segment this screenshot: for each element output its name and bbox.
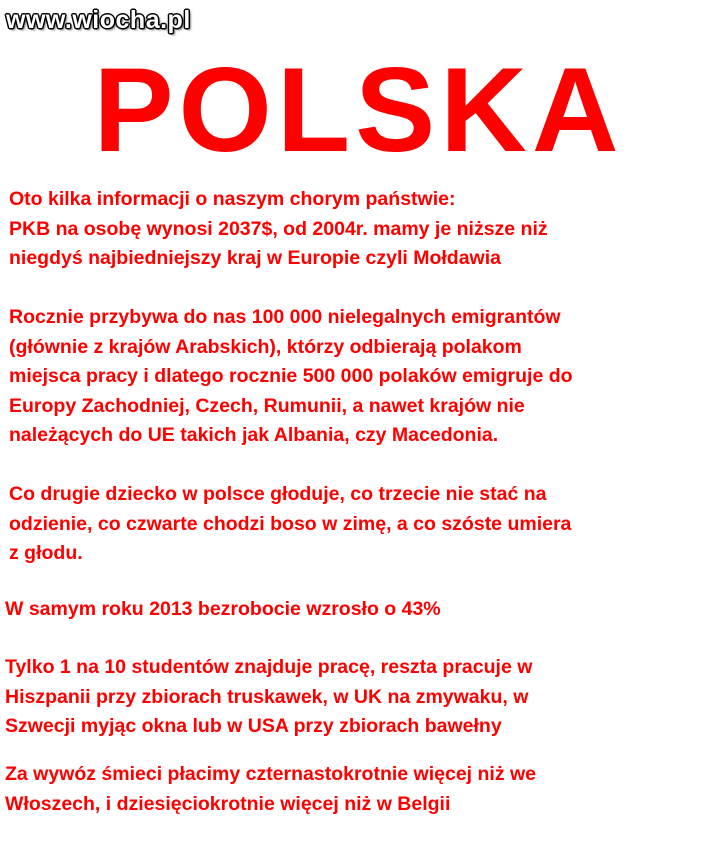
paragraph-unemployment xyxy=(5,595,441,625)
text-line: PKB na osobę wynosi 2037$, od 2004r. mamy je niższe niż xyxy=(9,217,548,240)
text-line: Co drugie dziecko w polsce głoduje, co trzecie nie stać na xyxy=(9,483,547,505)
page-title: POLSKA xyxy=(93,43,624,177)
text-line: niegdyś najbiedniejszy kraj w Europie czyli Mołdawia xyxy=(9,247,501,269)
text-line: miejsca pracy i dlatego rocznie 500 000 polaków emigruje do xyxy=(9,365,573,387)
text-line: Hiszpanii przy zbiorach truskawek, w UK na zmywaku, w xyxy=(5,685,529,708)
text-line: z głodu. xyxy=(9,542,83,564)
text-line: W samym roku 2013 bezrobocie wzrosło o 43% xyxy=(5,598,441,620)
text-line: Rocznie przybywa do nas 100 000 nielegalnych emigrantów xyxy=(9,306,561,328)
text-line: (głównie z krajów Arabskich), którzy odbierają polakom xyxy=(9,335,522,358)
paragraph-students xyxy=(5,653,532,742)
paragraph-children xyxy=(9,480,571,569)
text-line: Tylko 1 na 10 studentów znajduje pracę, reszta pracuje w xyxy=(5,656,533,678)
text-line: Europy Zachodniej, Czech, Rumunii, a nawet krajów nie xyxy=(9,394,525,417)
paragraph-waste xyxy=(5,760,536,819)
text-line: Za wywóz śmieci płacimy czternastokrotnie więcej niż we xyxy=(5,763,537,785)
text-line: należących do UE takich jak Albania, czy Macedonia. xyxy=(9,424,499,446)
paragraph-emigration xyxy=(9,303,573,451)
watermark-logo: www.wiocha.pl xyxy=(6,6,191,34)
text-line: Szwecji myjąc okna lub w USA przy zbiorach bawełny xyxy=(5,715,502,737)
text-line: Włoszech, i dziesięciokrotnie więcej niż w Belgii xyxy=(5,792,451,815)
text-line: odzienie, co czwarte chodzi boso w zimę, a co szóste umiera xyxy=(9,512,572,535)
text-line: Oto kilka informacji o naszym chorym państwie: xyxy=(9,188,456,210)
paragraph-economy xyxy=(9,185,548,274)
